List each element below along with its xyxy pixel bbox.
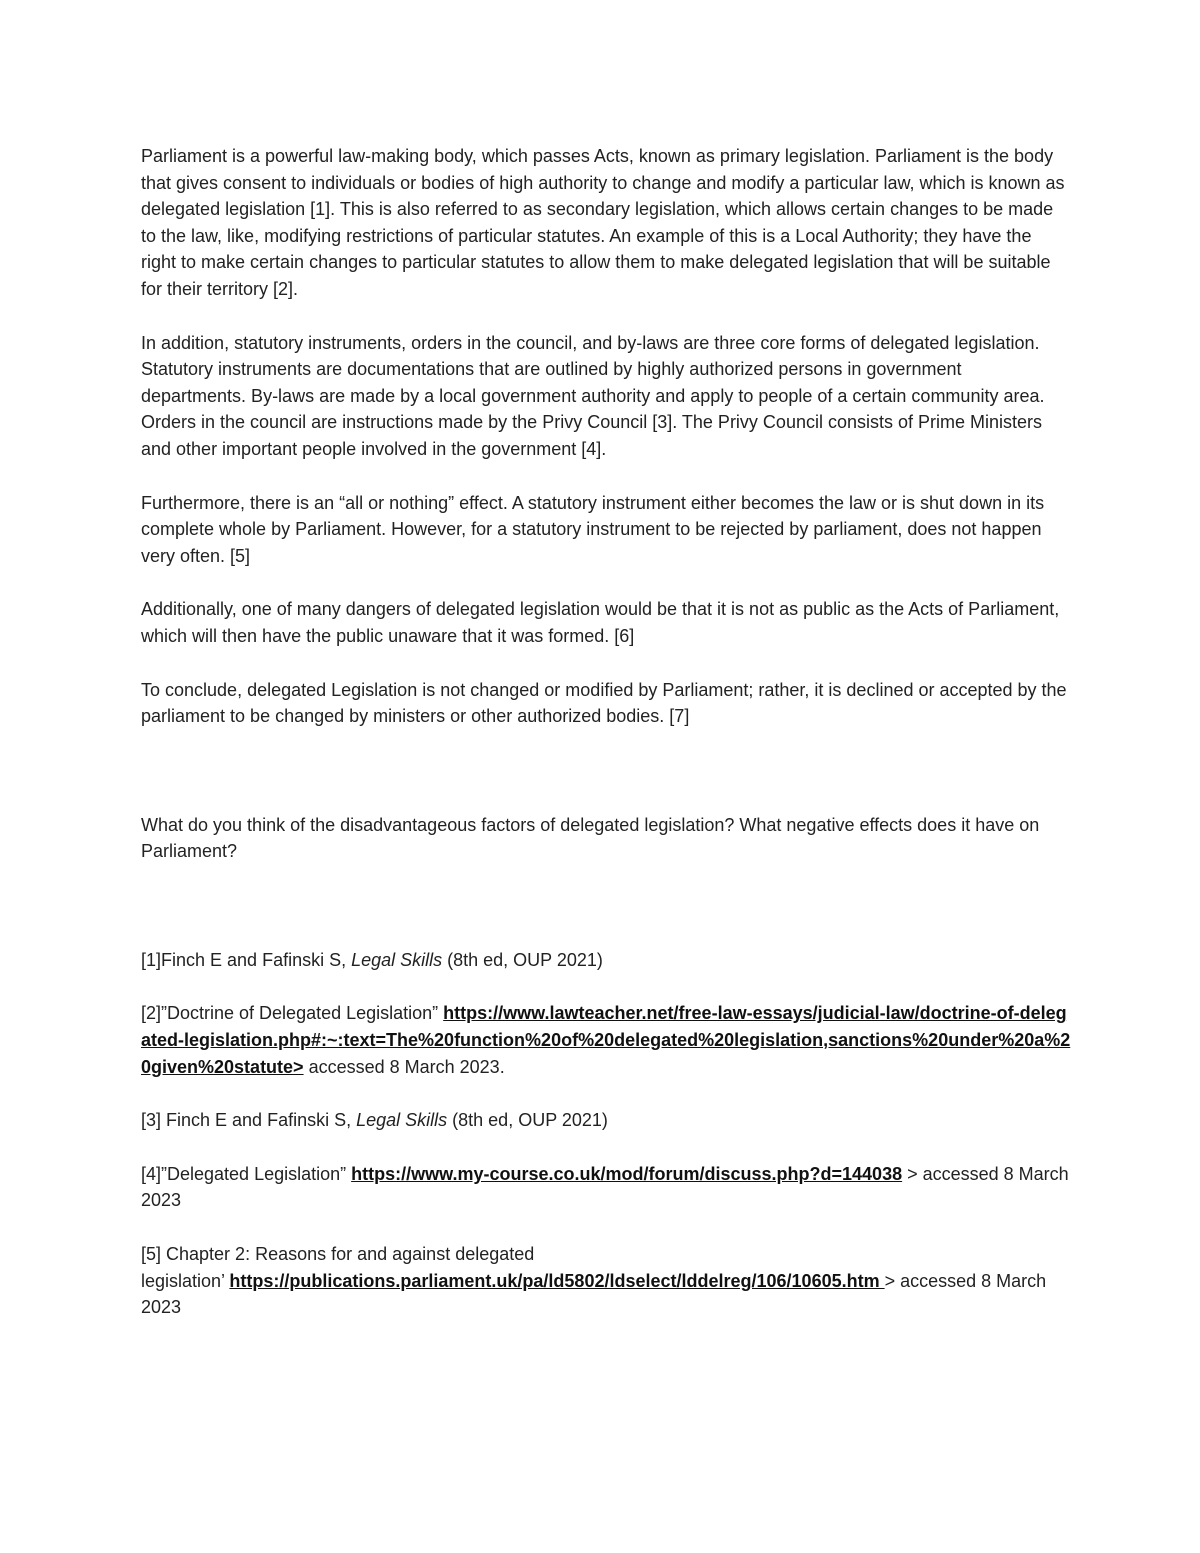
reference-4-prefix: [4]”Delegated Legislation” bbox=[141, 1163, 352, 1184]
reference-5-line1: [5] Chapter 2: Reasons for and against delegated bbox=[141, 1244, 535, 1265]
reference-3-suffix: (8th ed, OUP 2021) bbox=[447, 1110, 608, 1131]
reference-1 bbox=[141, 947, 1071, 974]
reference-1-suffix: (8th ed, OUP 2021) bbox=[442, 949, 603, 970]
paragraph-intro: Parliament is a powerful law-making body, which passes Acts, known as primary legislation. Parliament is the body that gives consent to individuals or bodies of high authority to change and modify a particular law, which is known as delegated legislation [1]. This is also referred to as secondary legislation, which allows certain changes to be made to the law, like, modifying restrictions of particular statutes. An example of this is a Local Authority; they have the right to make certain changes to particular statutes to allow them to make delegated legislation that will be suitable for their territory [2]. bbox=[141, 146, 1065, 299]
reference-5-link[interactable]: https://publications.parliament.uk/pa/ld5802/ldselect/lddelreg/106/10605.htm bbox=[229, 1270, 885, 1291]
reference-4-suffix: > accessed 8 March 2023 bbox=[141, 1163, 1069, 1211]
reference-4 bbox=[141, 1161, 1071, 1214]
reference-4-link[interactable]: https://www.my-course.co.uk/mod/forum/discuss.php?d=144038 bbox=[351, 1163, 903, 1184]
discussion-question: What do you think of the disadvantageous factors of delegated legislation? What negative effects does it have on Parliament? bbox=[141, 814, 1040, 862]
reference-2-suffix: accessed 8 March 2023. bbox=[303, 1056, 505, 1077]
reference-3-prefix: [3] Finch E and Fafinski S, bbox=[141, 1110, 357, 1131]
reference-3-title: Legal Skills bbox=[356, 1110, 448, 1131]
reference-2 bbox=[141, 1000, 1071, 1080]
paragraph-dangers: Additionally, one of many dangers of delegated legislation would be that it is not as public as the Acts of Parliament, which will then have the public unaware that it was formed. [6] bbox=[141, 599, 1060, 646]
document-body bbox=[141, 143, 1071, 1348]
paragraph-all-or-nothing: Furthermore, there is an “all or nothing” effect. A statutory instrument either becomes the law or is shut down in its complete whole by Parliament. However, for a statutory instrument to be rejected by parliament, does not happen very often. [5] bbox=[141, 492, 1045, 566]
reference-2-link[interactable]: https://www.lawteacher.net/free-law-essays/judicial-law/doctrine-of-delegated-legislation.php#:~:text=The%20function%20of%20delegated%20legislation,sanctions%20under%20a%20given%20statute> bbox=[141, 1003, 1071, 1077]
reference-5-prefix: legislation’ bbox=[141, 1270, 230, 1291]
reference-3 bbox=[141, 1107, 1071, 1134]
paragraph-forms: In addition, statutory instruments, orders in the council, and by-laws are three core forms of delegated legislation. Statutory instruments are documentations that are outlined by highly authorized persons in government departments. By-laws are made by a local government authority and apply to people of a certain community area. Orders in the council are instructions made by the Privy Council [3]. The Privy Council consists of Prime Ministers and other important people involved in the government [4]. bbox=[141, 332, 1045, 459]
reference-5-suffix: > accessed 8 March 2023 bbox=[141, 1270, 1047, 1318]
reference-1-prefix: [1]Finch E and Fafinski S, bbox=[141, 949, 352, 970]
reference-5 bbox=[141, 1241, 1071, 1321]
paragraph-conclusion: To conclude, delegated Legislation is not changed or modified by Parliament; rather, it is declined or accepted by the parliament to be changed by ministers or other authorized bodies. [7] bbox=[141, 679, 1067, 727]
reference-1-title: Legal Skills bbox=[351, 949, 443, 970]
reference-2-prefix: [2]”Doctrine of Delegated Legislation” bbox=[141, 1003, 444, 1024]
